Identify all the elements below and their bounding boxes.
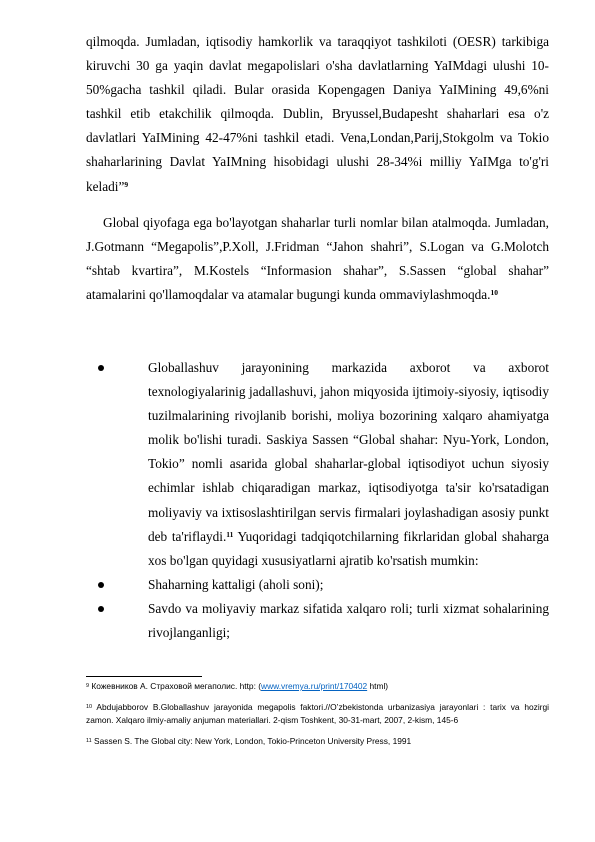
list-item-text: Savdo va moliyaviy markaz sifatida xalqaro roli; turli xizmat sohalarining rivojlanganligi; <box>148 600 549 641</box>
paragraph-1-text: qilmoqda. Jumladan, iqtisodiy hamkorlik va taraqqiyot tashkiloti (OESR) tarkibiga kiruvchi 30 ga yaqin davlat megapolislari o'sha davlatlarning YaIMdagi ulushi 10-50%gacha tashkil qiladi. Bular orasida Kopengagen Daniya YaIMining 49,6%ni tashkil etib etakchilik qilmoqda. Dublin, Bryussel,Budapesht shaharlari esa o'z davlatlari YaIMining 42-47%ni tashkil etadi. Vena,Londan,Parij,Stokgolm va Tokio shaharlarining Davlat YaIMning hisobidagi ulushi 28-34%i milliy YaIMga to'g'ri keladi” <box>86 34 549 194</box>
list-item-text: Shaharning kattaligi (aholi soni); <box>148 576 324 592</box>
list-item <box>86 356 549 573</box>
footnote-number: 11 <box>86 738 92 744</box>
footnote-ref-11[interactable]: 11 <box>226 529 234 539</box>
footnotes <box>86 680 549 756</box>
footnote-text: Sassen S. The Global city: New York, London, Tokio-Princeton University Press, 1991 <box>91 736 412 746</box>
bullet-icon <box>98 606 104 612</box>
footnote-9 <box>86 680 549 693</box>
footnote-11 <box>86 735 549 748</box>
footnote-number: 10 <box>86 704 93 710</box>
paragraph-2-text: Global qiyofaga ega bo'layotgan shaharlar turli nomlar bilan atalmoqda. Jumladan, J.Gotmann “Megapolis”,P.Xoll, J.Fridman “Jahon shahri”, S.Logan va G.Molotch “shtab kvartira”, M.Kostels “Informasion shahar”, S.Sassen “global shahar” atamalarini qo'llamoqdalar va atamalar bugungi kunda ommaviylashmoqda. <box>86 215 549 303</box>
list-item-text-continued: Yuqoridagi tadqiqotchilarning fikrlaridan global shaharga xos bo'lgan quyidagi xususiyatlarni ajratib ko'rsatish mumkin: <box>148 528 549 568</box>
paragraph-2 <box>86 211 549 307</box>
footnote-ref-9[interactable]: 9 <box>124 179 129 189</box>
bullet-icon <box>98 582 104 588</box>
list-item <box>86 597 549 645</box>
bullet-list <box>86 356 549 645</box>
paragraph-1 <box>86 30 549 199</box>
list-item <box>86 573 549 597</box>
footnote-text: Abdujabborov B.Globallashuv jarayonida megapolis faktori.//O’zbekistonda urbanizasiya jarayonlari : tarix va hozirgi zamon. Xalqaro ilmiy-amaliy anjuman materiallari. 2-qism Toshkent, 30-31-mart, 2007, 2-kism, 145-6 <box>86 702 549 725</box>
footnote-link[interactable]: www.vremya.ru/print/170402 <box>261 681 368 691</box>
footnote-separator <box>86 676 202 677</box>
footnote-text-end: html) <box>367 681 389 691</box>
footnote-ref-10[interactable]: 10 <box>490 288 499 298</box>
footnote-text: Кожевников А. Страховой мегаполис. http: ( <box>89 681 262 691</box>
footnote-10 <box>86 701 549 727</box>
bullet-icon <box>98 365 104 371</box>
footnote-number: 9 <box>86 683 90 689</box>
list-item-text: Globallashuv jarayonining markazida axborot va axborot texnologiyalarinig jadallashuvi, jahon miqyosida ijtimoiy-siyosiy, iqtisodiy tuzilmalarining rivojlanib borishi, moliya bozorining xalqaro ahamiyatga molik bo'lishi turadi. Saskiya Sassen “Global shahar: Nyu-York, London, Tokio” nomli asarida global shaharlar-global iqtisodiyot uchun siyosiy echimlar ishlab chiqaradigan markaz, iqtisodiyotga ta'sir ko'rsatadigan moliyaviy va ixtisoslashtirilgan servis firmalari joylashadigan asosiy punkt deb ta'riflaydi. <box>148 360 549 544</box>
